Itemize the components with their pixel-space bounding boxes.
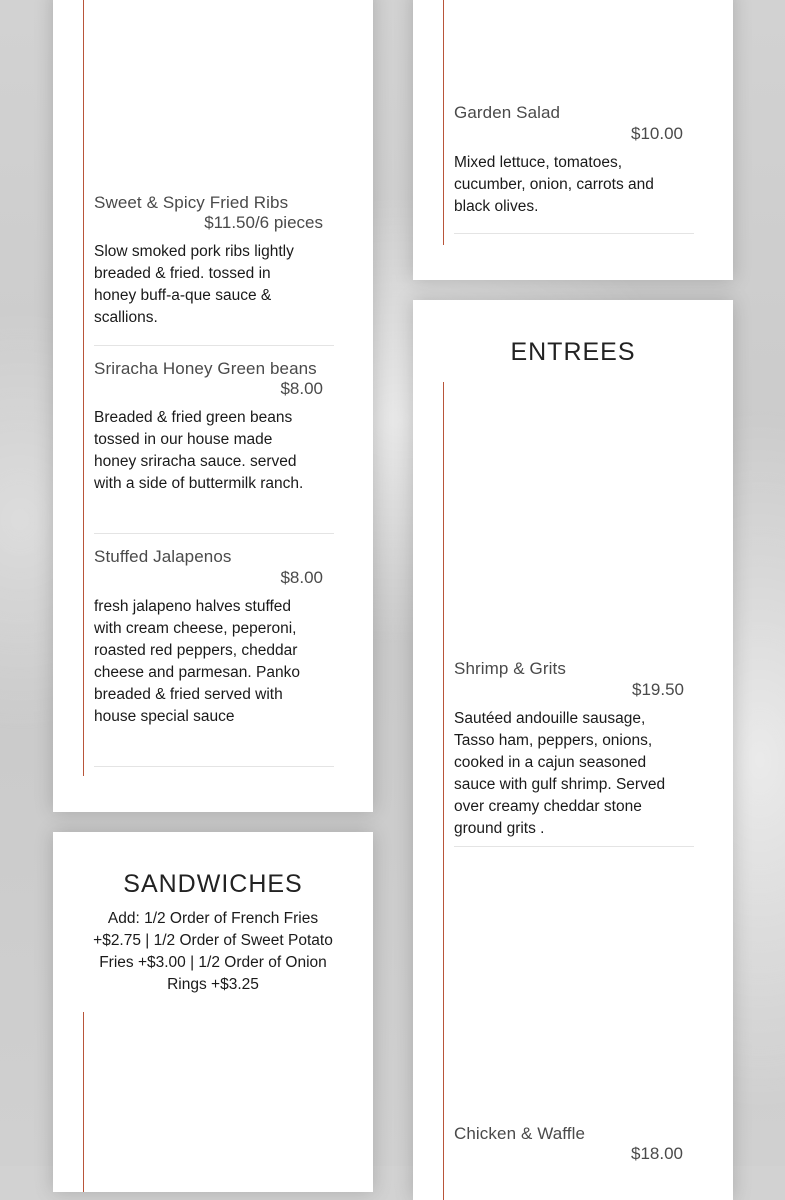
menu-item-description: Mixed lettuce, tomatoes, cucumber, onion, carrots and black olives. xyxy=(454,154,654,215)
menu-item-description: Sautéed andouille sausage, Tasso ham, peppers, onions, cooked in a cajun seasoned sauce with gulf shrimp. Served over creamy cheddar stone ground grits . xyxy=(454,710,666,837)
menu-item-description: Breaded & fried green beans tossed in our house made honey sriracha sauce. served with a side of buttermilk ranch. xyxy=(94,409,304,492)
menu-item-name: Shrimp & Grits xyxy=(454,659,566,678)
menu-item-price: $11.50/6 pieces xyxy=(204,213,323,232)
section-note: Add: 1/2 Order of French Fries +$2.75 | 1/2 Order of Sweet Potato Fries +$3.00 | 1/2 Order of Onion Rings +$3.25 xyxy=(93,910,333,993)
menu-item-name: Stuffed Jalapenos xyxy=(94,547,232,566)
menu-item-price: $8.00 xyxy=(280,568,323,587)
menu-item-description: fresh jalapeno halves stuffed with cream cheese, peperoni, roasted red peppers, cheddar cheese and parmesan. Panko breaded & fried served with house special sauce xyxy=(94,598,300,725)
menu-item-price: $18.00 xyxy=(631,1144,683,1163)
menu-item-price: $10.00 xyxy=(631,124,683,143)
menu-item-name: Chicken & Waffle xyxy=(454,1124,586,1143)
menu-item-divider xyxy=(94,766,334,767)
appetizers-card xyxy=(53,0,373,812)
menu-item-divider xyxy=(94,345,334,346)
entrees-card xyxy=(413,300,733,1200)
section-title: SANDWICHES xyxy=(123,870,303,898)
menu-item-divider xyxy=(454,846,694,847)
sandwiches-list xyxy=(83,1012,344,1192)
salads-list xyxy=(443,0,704,245)
menu-item-name: Sweet & Spicy Fried Ribs xyxy=(94,193,289,212)
menu-item-price: $19.50 xyxy=(632,680,684,699)
menu-item-name: Sriracha Honey Green beans xyxy=(94,359,317,378)
appetizers-list xyxy=(83,0,344,776)
entrees-list xyxy=(443,382,704,1200)
menu-item-divider xyxy=(454,233,694,234)
menu-item-price: $8.00 xyxy=(280,379,323,398)
menu-item-divider xyxy=(94,533,334,534)
sandwiches-card xyxy=(53,832,373,1192)
section-title: ENTREES xyxy=(510,338,636,366)
menu-item-description: Slow smoked pork ribs lightly breaded & fried. tossed in honey buff-a-que sauce & scallions. xyxy=(94,243,294,326)
salads-card xyxy=(413,0,733,280)
menu-item-name: Garden Salad xyxy=(454,103,561,122)
